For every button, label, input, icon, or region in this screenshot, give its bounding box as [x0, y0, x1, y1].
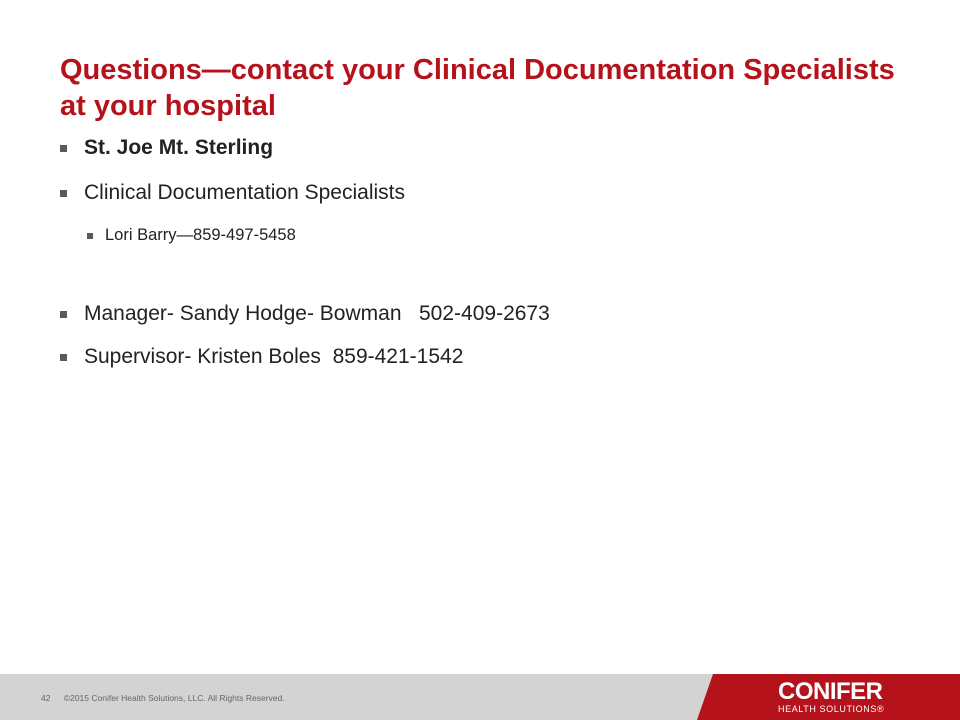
page-number: 42: [41, 693, 51, 703]
square-bullet-icon: [87, 233, 93, 239]
bullet-item-location: [60, 136, 273, 160]
square-bullet-icon: [60, 190, 67, 197]
bullet-item-manager: [60, 302, 550, 326]
square-bullet-icon: [60, 145, 67, 152]
bullet-item-supervisor: [60, 345, 463, 369]
footer-bar: [0, 674, 960, 720]
logo-wordmark: CONIFER: [778, 678, 883, 705]
sub-bullet-item-contact: [87, 226, 296, 245]
bullet-text: St. Joe Mt. Sterling: [84, 136, 274, 159]
bullet-text: Clinical Documentation Specialists: [84, 181, 405, 204]
slide-title: Questions—contact your Clinical Documentation Specialists at your hospital: [60, 54, 895, 122]
company-logo: [778, 680, 884, 715]
bullet-item-cds: [60, 181, 405, 205]
copyright-text: ©2015 Conifer Health Solutions, LLC. All Rights Reserved.: [63, 693, 285, 703]
bullet-text: Lori Barry—859-497-5458: [105, 226, 296, 244]
square-bullet-icon: [60, 354, 67, 361]
square-bullet-icon: [60, 311, 67, 318]
bullet-text: Supervisor- Kristen Boles 859-421-1542: [84, 345, 464, 368]
footer-text: [41, 693, 285, 703]
logo-tagline: HEALTH SOLUTIONS®: [778, 704, 885, 714]
bullet-text: Manager- Sandy Hodge- Bowman 502-409-2673: [84, 302, 550, 325]
